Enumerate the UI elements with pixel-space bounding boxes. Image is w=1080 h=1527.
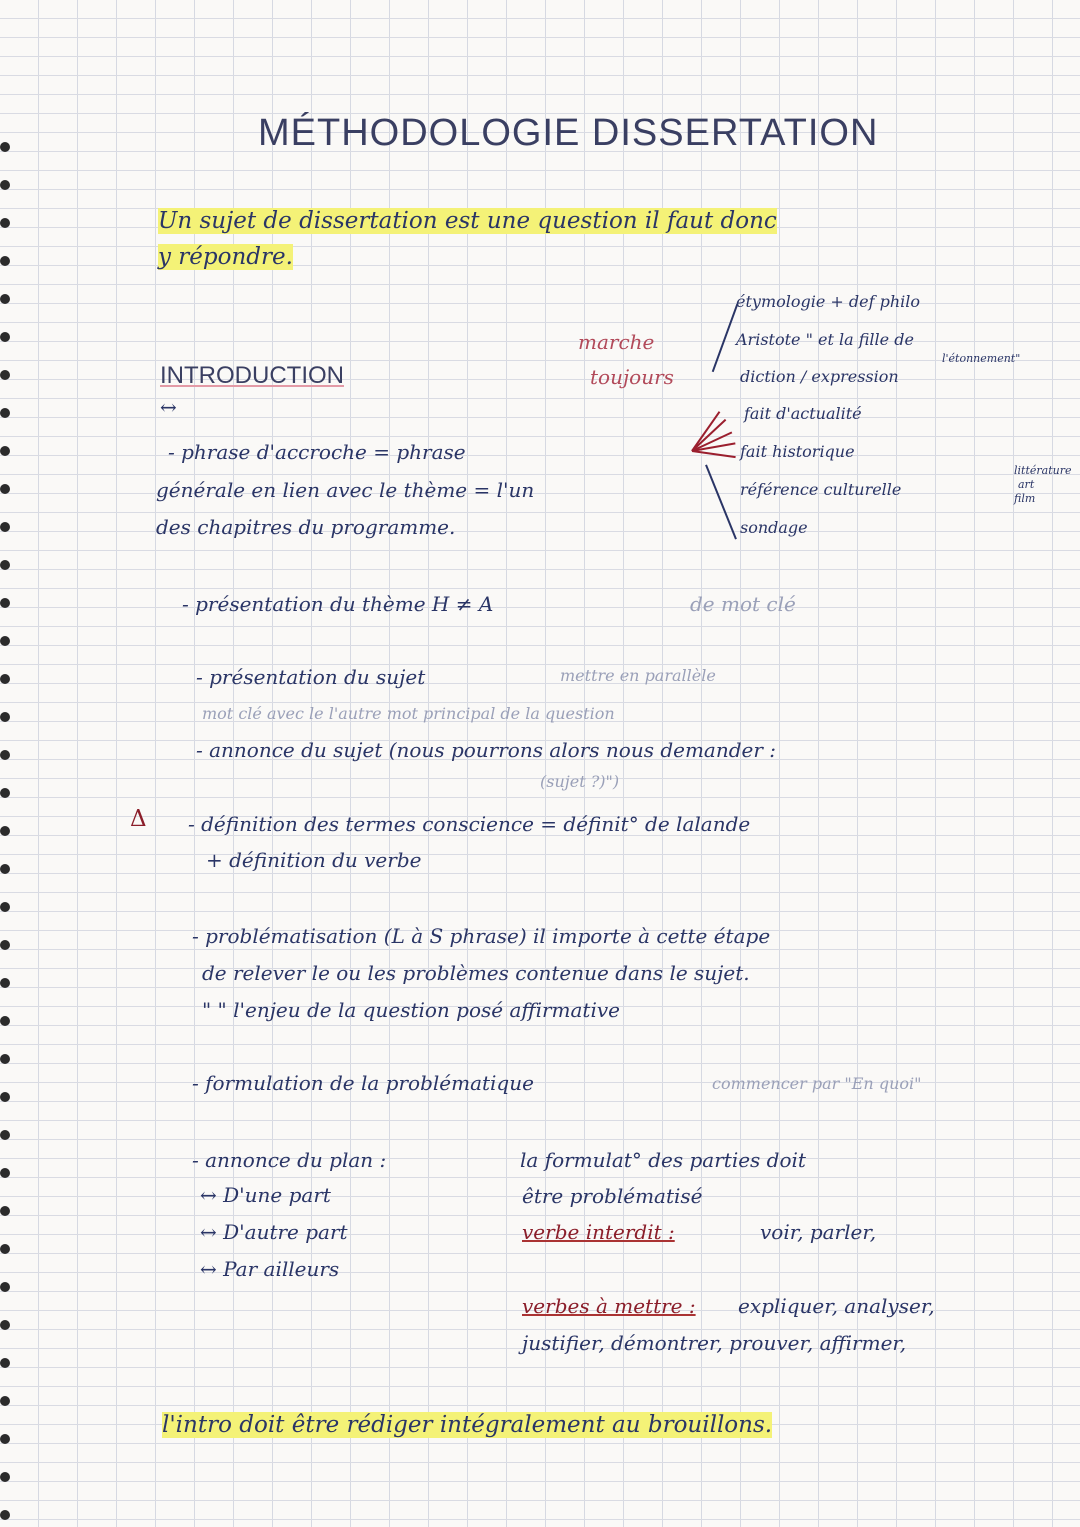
binding-hole <box>0 1244 10 1254</box>
item-problematisation-line2: de relever le ou les problèmes contenue dans le sujet. <box>202 961 750 985</box>
binding-hole <box>0 484 10 494</box>
side-note-marche: marche <box>578 330 655 354</box>
accroche-line2: générale en lien avec le thème = l'un <box>156 478 535 502</box>
binding-hole <box>0 636 10 646</box>
binding-hole <box>0 1168 10 1178</box>
binding-hole <box>0 940 10 950</box>
item-annonce: - annonce du sujet (nous pourrons alors nous demander : <box>196 738 777 762</box>
forbidden-label: verbe interdit : <box>522 1220 675 1244</box>
plan-note-line2: être problématisé <box>522 1184 703 1208</box>
plan-note-line1: la formulat° des parties doit <box>520 1148 806 1172</box>
allowed-label: verbes à mettre : <box>522 1294 696 1318</box>
binding-hole <box>0 1434 10 1444</box>
item-theme-note: de mot clé <box>690 592 796 616</box>
binding-hole <box>0 446 10 456</box>
binding-hole <box>0 1472 10 1482</box>
binding-hole <box>0 256 10 266</box>
item-problematisation: - problématisation (L à S phrase) il importe à cette étape <box>192 924 771 948</box>
item-annonce-line2: (sujet ?)") <box>540 772 620 791</box>
culture-note: film <box>1014 492 1036 505</box>
binding-hole <box>0 1054 10 1064</box>
intro-sentence-line1: Un sujet de dissertation est une question il faut donc <box>158 208 777 234</box>
binding-hole <box>0 674 10 684</box>
item-definition: - définition des termes conscience = définit° de lalande <box>188 812 751 836</box>
item-problematisation-line3: " " l'enjeu de la question posé affirmative <box>202 998 620 1022</box>
item-sujet-line2: mot clé avec le l'autre mot principal de la question <box>202 704 615 723</box>
binding-hole <box>0 560 10 570</box>
plan-part: ↔ D'autre part <box>200 1220 348 1244</box>
accroche-option: sondage <box>740 518 808 537</box>
binding-hole <box>0 750 10 760</box>
binding-hole <box>0 1358 10 1368</box>
binding-hole <box>0 142 10 152</box>
accroche-option: Aristote " et la fille de <box>736 330 914 349</box>
item-definition-line2: + définition du verbe <box>206 848 422 872</box>
binding-hole <box>0 1282 10 1292</box>
binding-hole <box>0 1092 10 1102</box>
binding-hole <box>0 598 10 608</box>
binding-hole <box>0 218 10 228</box>
accroche-option: l'étonnement" <box>942 352 1021 365</box>
binding-hole <box>0 712 10 722</box>
allowed-verbs-line1: expliquer, analyser, <box>738 1294 935 1318</box>
item-theme: - présentation du thème H ≠ A <box>182 592 494 616</box>
binding-holes <box>0 0 14 1527</box>
binding-hole <box>0 1016 10 1026</box>
intro-sentence-line2: y répondre. <box>158 244 293 270</box>
allowed-verbs-line2: justifier, démontrer, prouver, affirmer, <box>522 1331 907 1355</box>
binding-hole <box>0 826 10 836</box>
arrow-symbol: ↔ <box>160 395 177 419</box>
side-note-toujours: toujours <box>590 365 674 389</box>
conclusion-note: l'intro doit être rédiger intégralement au brouillons. <box>162 1412 773 1438</box>
item-formulation: - formulation de la problématique <box>192 1071 534 1095</box>
item-formulation-note: commencer par "En quoi" <box>712 1074 922 1093</box>
accroche-option: étymologie + def philo <box>736 292 921 311</box>
accroche-option: diction / expression <box>740 367 899 386</box>
binding-hole <box>0 1320 10 1330</box>
item-plan: - annonce du plan : <box>192 1148 387 1172</box>
binding-hole <box>0 902 10 912</box>
accroche-option: référence culturelle <box>740 480 902 499</box>
accroche-option: fait d'actualité <box>744 404 862 423</box>
culture-note: art <box>1018 478 1035 491</box>
plan-part: ↔ D'une part <box>200 1183 331 1207</box>
binding-hole <box>0 332 10 342</box>
binding-hole <box>0 788 10 798</box>
forbidden-verbs: voir, parler, <box>760 1220 877 1244</box>
binding-hole <box>0 1130 10 1140</box>
culture-note: littérature <box>1014 464 1072 477</box>
plan-part: ↔ Par ailleurs <box>200 1257 340 1281</box>
accroche-line1: - phrase d'accroche = phrase <box>168 440 466 464</box>
section-heading: INTRODUCTION <box>160 362 344 389</box>
binding-hole <box>0 180 10 190</box>
binding-hole <box>0 408 10 418</box>
binding-hole <box>0 978 10 988</box>
binding-hole <box>0 1510 10 1520</box>
accroche-line3: des chapitres du programme. <box>156 515 456 539</box>
binding-hole <box>0 370 10 380</box>
binding-hole <box>0 294 10 304</box>
item-sujet: - présentation du sujet <box>196 665 426 689</box>
binding-hole <box>0 864 10 874</box>
warning-icon: Δ <box>130 806 147 832</box>
item-sujet-note: mettre en parallèle <box>560 666 716 685</box>
page-title: MÉTHODOLOGIE DISSERTATION <box>258 112 879 154</box>
binding-hole <box>0 1206 10 1216</box>
binding-hole <box>0 1396 10 1406</box>
binding-hole <box>0 522 10 532</box>
accroche-option: fait historique <box>740 442 855 461</box>
